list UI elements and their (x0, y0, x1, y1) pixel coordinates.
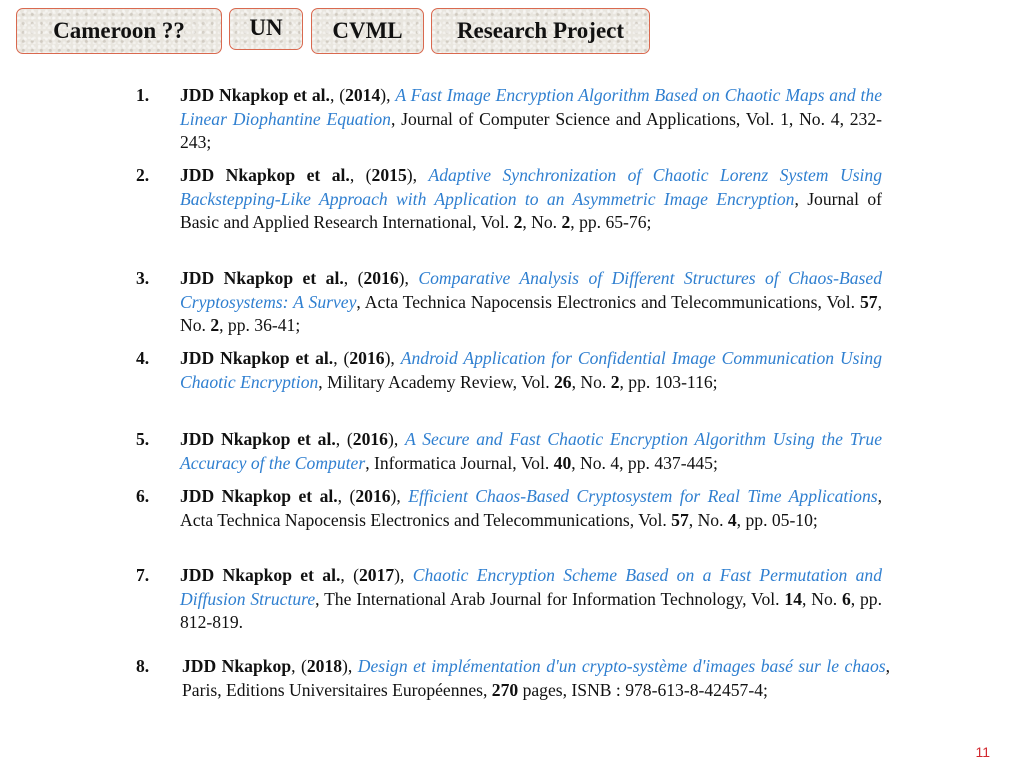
reference-title: Design et implémentation d'un crypto-système d'images basé sur le chaos (357, 656, 886, 676)
reference-details: , Informatica Journal, Vol. (365, 452, 554, 473)
reference-text: JDD Nkapkop et al., (2017), Chaotic Encryption Scheme Based on a Fast Permutation and Diffusion Structure, The International Arab Journal for Information Technology, Vol. 14, No. 6, pp. 812-819. (180, 565, 883, 632)
reference-year: 2016 (355, 486, 391, 506)
reference-year: 2016 (349, 348, 385, 368)
reference-issue: 2 (610, 371, 620, 392)
reference-issue: 4 (727, 509, 737, 530)
reference-item (136, 428, 882, 475)
reference-details: , No. 4, pp. 437-445; (571, 452, 718, 473)
reference-item (136, 655, 890, 702)
reference-author: JDD Nkapkop et al. (180, 165, 350, 185)
reference-details: , pp. 05-10; (736, 509, 818, 530)
tab-research-project[interactable]: Research Project (431, 8, 650, 54)
reference-pages: 270 (491, 679, 519, 700)
reference-details: , Journal of Computer Science and Applications, Vol. 1, No. 4, 232-243; (180, 108, 882, 152)
reference-item (136, 347, 882, 394)
reference-text: JDD Nkapkop et al., (2015), Adaptive Synchronization of Chaotic Lorenz System Using Backstepping-Like Approach with Application to an Asymmetric Image Encryption, Journal of Basic and Applied Research International, Vol. 2, No. 2, pp. 65-76; (180, 165, 883, 232)
reference-number: 2. (136, 165, 150, 185)
reference-details: , pp. 65-76; (570, 212, 652, 232)
reference-item (136, 267, 882, 338)
reference-number: 5. (136, 429, 150, 449)
reference-author: JDD Nkapkop et al. (180, 429, 336, 449)
reference-item (136, 564, 882, 635)
reference-details: , Paris, Editions Universitaires Européennes, (182, 656, 891, 700)
reference-details: , No. (180, 291, 882, 335)
reference-author: JDD Nkapkop et al. (180, 85, 330, 105)
reference-details: , Journal of Basic and Applied Research International, Vol. (180, 188, 882, 232)
reference-title: A Fast Image Encryption Algorithm Based on Chaotic Maps and the Linear Diophantine Equation (180, 85, 883, 129)
reference-details: , pp. 812-819. (180, 588, 882, 632)
tab-cvml[interactable]: CVML (311, 8, 424, 54)
reference-volume: 26 (554, 371, 572, 392)
reference-text: JDD Nkapkop et al., (2016), A Secure and Fast Chaotic Encryption Algorithm Using the True Accuracy of the Computer, Informatica Journal, Vol. 40, No. 4, pp. 437-445; (180, 429, 883, 473)
reference-details: , No. (688, 509, 728, 530)
reference-number: 7. (136, 565, 150, 585)
reference-volume: 14 (784, 588, 803, 609)
reference-number: 1. (136, 85, 150, 105)
reference-details: , No. (522, 212, 562, 232)
reference-number: 6. (136, 486, 150, 506)
reference-issue: 6 (841, 588, 851, 609)
reference-details: pages, ISNB : 978-613-8-42457-4; (518, 679, 768, 700)
reference-details: , pp. 103-116; (619, 371, 718, 392)
reference-year: 2016 (363, 268, 399, 288)
reference-item (136, 164, 882, 235)
reference-details: , pp. 36-41; (219, 315, 301, 335)
reference-text: JDD Nkapkop et al., (2014), A Fast Image Encryption Algorithm Based on Chaotic Maps and the Linear Diophantine Equation, Journal of Computer Science and Applications, Vol. 1, No. 4, 232-243; (180, 85, 883, 152)
reference-author: JDD Nkapkop et al. (180, 268, 344, 288)
reference-volume: 57 (859, 291, 878, 312)
reference-item (136, 84, 882, 155)
reference-title: Comparative Analysis of Different Structures of Chaos-Based Cryptosystems: A Survey (180, 268, 883, 312)
reference-title: Adaptive Synchronization of Chaotic Lorenz System Using Backstepping-Like Approach with Application to an Asymmetric Image Encryption (180, 165, 883, 209)
reference-author: JDD Nkapkop et al. (180, 348, 334, 368)
reference-details: , Acta Technica Napocensis Electronics and Telecommunications, Vol. (180, 486, 883, 530)
reference-details: , No. (571, 371, 611, 392)
reference-year: 2014 (345, 85, 381, 105)
reference-text: JDD Nkapkop et al., (2016), Efficient Chaos-Based Cryptosystem for Real Time Applications, Acta Technica Napocensis Electronics and Telecommunications, Vol. 57, No. 4, pp. 05-10; (180, 486, 883, 530)
reference-title: Android Application for Confidential Image Communication Using Chaotic Encryption (180, 348, 883, 392)
reference-text: JDD Nkapkop et al., (2016), Comparative Analysis of Different Structures of Chaos-Based Cryptosystems: A Survey, Acta Technica Napocensis Electronics and Telecommunications, Vol. 57, No. 2, pp. 36-41; (180, 268, 883, 335)
reference-details: , The International Arab Journal for Information Technology, Vol. (315, 588, 785, 609)
reference-issue: 2 (561, 212, 571, 232)
reference-year: 2017 (358, 565, 395, 585)
reference-text: JDD Nkapkop et al., (2016), Android Application for Confidential Image Communication Using Chaotic Encryption, Military Academy Review, Vol. 26, No. 2, pp. 103-116; (180, 348, 883, 392)
reference-item (136, 485, 882, 532)
reference-title: Chaotic Encryption Scheme Based on a Fast Permutation and Diffusion Structure (180, 565, 883, 609)
reference-author: JDD Nkapkop et al. (180, 565, 341, 585)
reference-issue: 2 (210, 315, 220, 335)
reference-volume: 57 (671, 509, 689, 530)
reference-year: 2016 (352, 429, 388, 449)
reference-details: , Military Academy Review, Vol. (318, 371, 554, 392)
tab-un[interactable]: UN (229, 8, 303, 50)
reference-author: JDD Nkapkop (182, 656, 292, 676)
reference-number: 4. (136, 348, 150, 368)
reference-title: A Secure and Fast Chaotic Encryption Algorithm Using the True Accuracy of the Computer (180, 429, 883, 473)
tab-cameroon[interactable]: Cameroon ?? (16, 8, 222, 54)
reference-volume: 40 (553, 452, 572, 473)
reference-author: JDD Nkapkop et al. (180, 486, 338, 506)
reference-number: 3. (136, 268, 150, 288)
page-number: 11 (975, 744, 990, 760)
reference-title: Efficient Chaos-Based Cryptosystem for Real Time Applications (408, 486, 878, 506)
reference-text: JDD Nkapkop, (2018), Design et implémentation d'un crypto-système d'images basé sur le chaos, Paris, Editions Universitaires Européennes, 270 pages, ISNB : 978-613-8-42457-4; (182, 656, 891, 700)
reference-year: 2015 (371, 165, 407, 185)
reference-number: 8. (136, 656, 150, 676)
reference-volume: 2 (513, 212, 523, 232)
reference-details: , No. (802, 588, 842, 609)
reference-details: , Acta Technica Napocensis Electronics and Telecommunications, Vol. (356, 291, 860, 312)
reference-year: 2018 (306, 656, 343, 676)
